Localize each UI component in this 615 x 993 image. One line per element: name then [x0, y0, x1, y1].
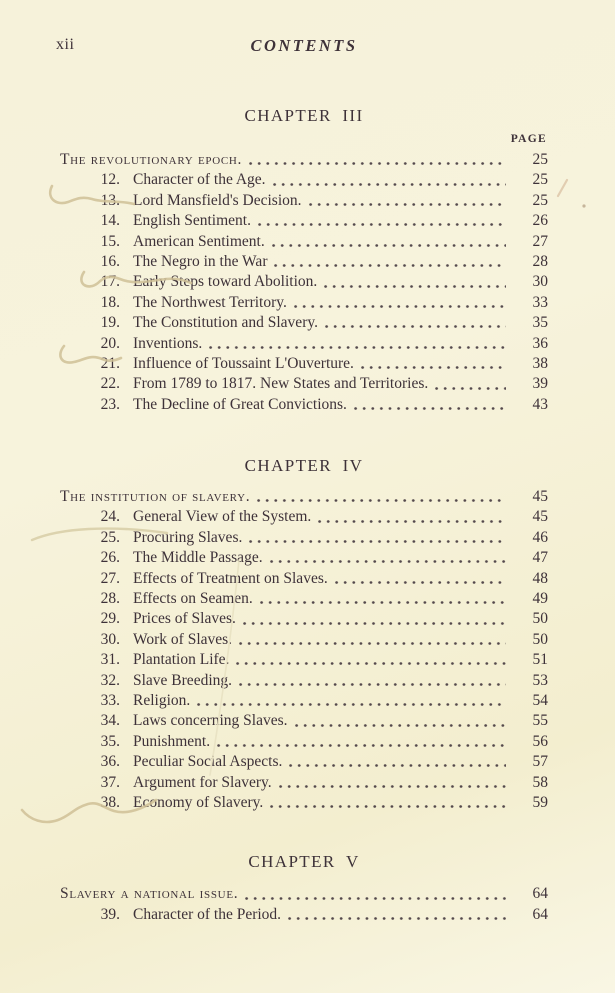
entry-title: The Negro in the War: [133, 252, 268, 270]
entry-number: 34.: [100, 712, 120, 730]
dot-leader: [279, 773, 506, 793]
entry-page-number: 58: [532, 773, 548, 791]
entry-title: The institution of slavery.: [60, 488, 251, 506]
entry-number: 32.: [100, 671, 120, 689]
entry-page-number: 38: [532, 354, 548, 372]
dot-leader: [294, 293, 506, 313]
entry-page-number: 64: [532, 905, 548, 923]
dot-leader: [309, 191, 506, 211]
toc-row: [60, 528, 548, 548]
entry-title: Character of the Age.: [133, 171, 266, 189]
toc-row: [60, 548, 548, 568]
dot-leader: [245, 884, 506, 904]
dot-leader: [249, 150, 506, 170]
entry-title: The Northwest Territory.: [133, 293, 287, 311]
entry-title: Character of the Period.: [133, 905, 282, 923]
entry-number: 38.: [100, 793, 120, 811]
dot-leader: [272, 232, 506, 252]
running-head: CONTENTS: [250, 36, 358, 55]
toc-row: [60, 773, 548, 793]
toc-row: [60, 650, 548, 670]
toc-section-chapter-4: [60, 487, 548, 813]
entry-number: 26.: [100, 549, 120, 567]
toc-row: [60, 905, 548, 925]
entry-page-number: 33: [532, 293, 548, 311]
toc-row: [60, 313, 548, 333]
entry-page-number: 45: [532, 488, 548, 506]
entry-number: 27.: [100, 569, 120, 587]
toc-row: [60, 191, 548, 211]
toc-row: [60, 150, 548, 170]
entry-number: 33.: [100, 691, 120, 709]
toc-row: [60, 609, 548, 629]
entry-title: English Sentiment.: [133, 212, 251, 230]
entry-number: 13.: [100, 191, 120, 209]
toc-row: [60, 334, 548, 354]
dot-leader: [295, 711, 506, 731]
entry-number: 28.: [100, 590, 120, 608]
dot-leader: [217, 732, 506, 752]
entry-page-number: 54: [532, 691, 548, 709]
entry-page-number: 48: [532, 569, 548, 587]
toc-row: [60, 671, 548, 691]
toc-row: [60, 884, 548, 904]
entry-page-number: 30: [532, 273, 548, 291]
entry-title: The Constitution and Slavery.: [133, 314, 318, 332]
dot-leader: [197, 691, 506, 711]
entry-page-number: 43: [532, 395, 548, 413]
toc-row: [60, 752, 548, 772]
entry-title: Punishment.: [133, 732, 211, 750]
toc-section-chapter-5: [60, 884, 548, 925]
entry-page-number: 36: [532, 334, 548, 352]
entry-title: Inventions.: [133, 334, 203, 352]
toc-row: [60, 630, 548, 650]
entry-title: The Decline of Great Convictions.: [133, 395, 347, 413]
entry-page-number: 53: [532, 671, 548, 689]
dot-leader: [239, 630, 506, 650]
entry-number: 35.: [100, 732, 120, 750]
toc-row: [60, 691, 548, 711]
entry-page-number: 45: [532, 508, 548, 526]
toc-row: [60, 211, 548, 231]
dot-leader: [209, 334, 506, 354]
dot-leader: [270, 548, 506, 568]
entry-number: 12.: [100, 171, 120, 189]
toc-section-chapter-3: [60, 150, 548, 415]
dot-leader: [318, 507, 506, 527]
entry-number: 24.: [100, 508, 120, 526]
entry-title: Slave Breeding.: [133, 671, 233, 689]
dot-leader: [289, 752, 506, 772]
entry-page-number: 25: [532, 191, 548, 209]
dot-leader: [354, 395, 506, 415]
toc-row: [60, 732, 548, 752]
entry-title: Argument for Slavery.: [133, 773, 272, 791]
entry-page-number: 25: [532, 171, 548, 189]
toc-row: [60, 354, 548, 374]
toc-row: [60, 487, 548, 507]
entry-page-number: 50: [532, 610, 548, 628]
toc-row: [60, 395, 548, 415]
entry-title: Effects of Treatment on Slaves.: [133, 569, 328, 587]
entry-title: Work of Slaves.: [133, 630, 233, 648]
entry-title: General View of the System.: [133, 508, 312, 526]
entry-title: Effects on Seamen.: [133, 590, 253, 608]
entry-title: The Middle Passage.: [133, 549, 263, 567]
entry-page-number: 51: [532, 651, 548, 669]
toc-row: [60, 589, 548, 609]
toc-row: [60, 711, 548, 731]
entry-title: Early Steps toward Abolition.: [133, 273, 318, 291]
dot-leader: [239, 671, 506, 691]
toc-row: [60, 170, 548, 190]
entry-number: 39.: [100, 905, 120, 923]
entry-number: 14.: [100, 212, 120, 230]
dot-leader: [257, 487, 506, 507]
entry-page-number: 39: [532, 375, 548, 393]
entry-number: 15.: [100, 232, 120, 250]
entry-page-number: 25: [532, 151, 548, 168]
pencil-dot-right-margin: [582, 204, 585, 207]
entry-page-number: 35: [532, 314, 548, 332]
dot-leader: [249, 528, 506, 548]
chapter-heading-5: CHAPTER V: [248, 852, 360, 872]
entry-number: 16.: [100, 252, 120, 270]
dot-leader: [270, 793, 506, 813]
page-header: [56, 36, 548, 58]
entry-title: Slavery a national issue.: [60, 885, 239, 903]
chapter-heading-4: CHAPTER IV: [244, 456, 364, 476]
entry-title: Influence of Toussaint L'Ouverture.: [133, 354, 354, 372]
entry-number: 25.: [100, 528, 120, 546]
entry-number: 17.: [100, 273, 120, 291]
toc-row: [60, 272, 548, 292]
entry-title: Economy of Slavery.: [133, 793, 264, 811]
dot-leader: [325, 313, 506, 333]
dot-leader: [236, 650, 506, 670]
entry-page-number: 59: [532, 793, 548, 811]
dot-leader: [288, 905, 506, 925]
entry-number: 21.: [100, 354, 120, 372]
entry-number: 31.: [100, 651, 120, 669]
entry-title: Lord Mansfield's Decision.: [133, 191, 302, 209]
dot-leader: [335, 569, 506, 589]
entry-number: 30.: [100, 630, 120, 648]
toc-row: [60, 507, 548, 527]
toc-row: [60, 232, 548, 252]
toc-row: [60, 569, 548, 589]
dot-leader: [324, 272, 506, 292]
dot-leader: [260, 589, 506, 609]
page-column-label: PAGE: [510, 133, 547, 145]
entry-page-number: 49: [532, 590, 548, 608]
entry-number: 29.: [100, 610, 120, 628]
entry-page-number: 55: [532, 712, 548, 730]
entry-page-number: 56: [532, 732, 548, 750]
toc-row: [60, 252, 548, 272]
dot-leader: [361, 354, 506, 374]
entry-title: Peculiar Social Aspects.: [133, 753, 283, 771]
entry-number: 19.: [100, 314, 120, 332]
entry-page-number: 57: [532, 753, 548, 771]
entry-number: 37.: [100, 773, 120, 791]
entry-page-number: 47: [532, 549, 548, 567]
dot-leader: [435, 374, 506, 394]
entry-page-number: 28: [532, 252, 548, 270]
entry-title: Prices of Slaves.: [133, 610, 236, 628]
dot-leader: [243, 609, 506, 629]
entry-title: Plantation Life.: [133, 651, 230, 669]
folio-page-number: xii: [56, 36, 75, 53]
entry-page-number: 50: [532, 630, 548, 648]
toc-row: [60, 374, 548, 394]
entry-number: 36.: [100, 753, 120, 771]
dot-leader: [258, 211, 506, 231]
entry-title: Procuring Slaves.: [133, 528, 243, 546]
chapter-heading-3: CHAPTER III: [244, 106, 364, 125]
entry-page-number: 26: [532, 212, 548, 230]
entry-title: From 1789 to 1817. New States and Territories.: [133, 375, 429, 393]
toc-row: [60, 293, 548, 313]
pencil-slash-right-margin: [558, 180, 567, 196]
entry-page-number: 27: [532, 232, 548, 250]
toc-row: [60, 793, 548, 813]
entry-page-number: 64: [532, 885, 548, 903]
dot-leader: [274, 252, 506, 272]
entry-title: Laws concerning Slaves.: [133, 712, 288, 730]
entry-title: The revolutionary epoch.: [60, 151, 243, 168]
entry-number: 20.: [100, 334, 120, 352]
entry-page-number: 46: [532, 528, 548, 546]
entry-number: 22.: [100, 375, 120, 393]
entry-title: American Sentiment.: [133, 232, 265, 250]
entry-number: 23.: [100, 395, 120, 413]
entry-title: Religion.: [133, 691, 191, 709]
dot-leader: [273, 170, 506, 190]
entry-number: 18.: [100, 293, 120, 311]
